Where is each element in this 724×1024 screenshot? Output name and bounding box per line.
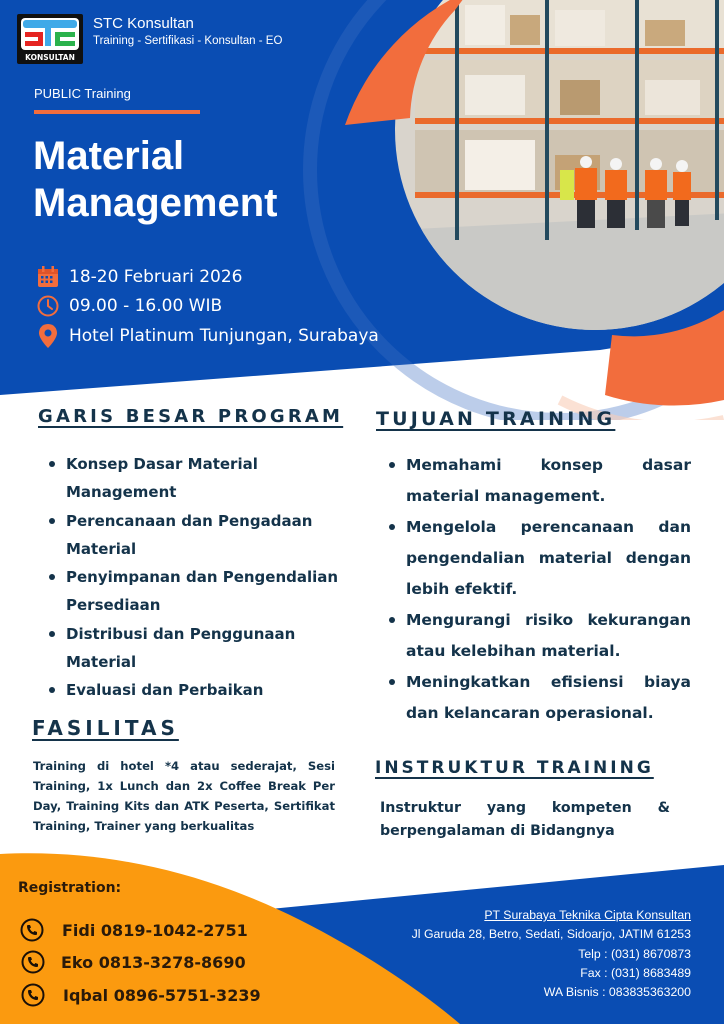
event-location-text: Hotel Platinum Tunjungan, Surabaya (69, 326, 379, 346)
list-item: Konsep Dasar Material Management (46, 450, 346, 507)
map-pin-icon (36, 324, 60, 348)
svg-text:KONSULTAN: KONSULTAN (25, 53, 75, 62)
kicker-underline (34, 110, 200, 114)
brand-name: STC Konsultan (93, 15, 194, 32)
event-time-text: 09.00 - 16.00 WIB (69, 296, 223, 316)
phone-icon (21, 950, 45, 974)
company-info (412, 906, 691, 1002)
phone-icon (20, 918, 44, 942)
company-fax: Fax : (031) 8683489 (580, 965, 691, 980)
list-item: Perencanaan dan Pengadaan Material (46, 507, 346, 564)
brand-tagline: Training - Sertifikasi - Konsultan - EO (93, 35, 283, 47)
title-line-1: Material (33, 134, 185, 178)
phone-icon (21, 983, 45, 1007)
facilities-text: Training di hotel *4 atau sederajat, Sesi Training, 1x Lunch dan 2x Coffee Break Per Day, Training Kits dan ATK Peserta, Sertifikat Training, Trainer yang berkualitas (33, 759, 335, 833)
company-name-link[interactable]: PT Surabaya Teknika Cipta Konsultan (484, 908, 691, 922)
company-telp: Telp : (031) 8670873 (578, 946, 691, 961)
registration-label: Registration: (18, 880, 122, 896)
contact-text: Eko 0813-3278-8690 (61, 952, 246, 972)
event-date-text: 18-20 Februari 2026 (69, 267, 243, 287)
contact-fidi[interactable] (20, 918, 248, 942)
objectives-list (386, 450, 691, 729)
contact-eko[interactable] (21, 950, 246, 974)
outline-list (46, 450, 346, 705)
page-title (33, 133, 278, 227)
list-item: Mengelola perencanaan dan pengendalian material dengan lebih efektif. (386, 512, 691, 605)
calendar-icon (36, 265, 60, 289)
title-line-2: Management (33, 181, 278, 225)
company-address: Jl Garuda 28, Betro, Sedati, Sidoarjo, JATIM 61253 (411, 927, 691, 942)
list-item: Penyimpanan dan Pengendalian Persediaan (46, 563, 346, 620)
event-time (36, 294, 222, 318)
event-location (36, 324, 379, 348)
outline-heading: GARIS BESAR PROGRAM (38, 406, 344, 427)
instructor-heading: INSTRUKTUR TRAINING (375, 758, 654, 778)
list-item: Meningkatkan efisiensi biaya dan kelancaran operasional. (386, 667, 691, 729)
list-item: Evaluasi dan Perbaikan (46, 676, 346, 704)
list-item: Distribusi dan Penggunaan Material (46, 620, 346, 677)
contact-text: Iqbal 0896-5751-3239 (63, 985, 261, 1005)
training-type-label: PUBLIC Training (34, 86, 131, 101)
instructor-text: Instruktur yang kompeten & berpengalaman di Bidangnya (380, 800, 670, 839)
list-item: Mengurangi risiko kekurangan atau kelebihan material. (386, 605, 691, 667)
objectives-heading: TUJUAN TRAINING (376, 408, 616, 430)
clock-icon (36, 294, 60, 318)
stc-logo (17, 14, 83, 64)
facilities-heading: FASILITAS (32, 716, 179, 740)
contact-iqbal[interactable] (21, 983, 261, 1007)
company-wa: WA Bisnis : 083835363200 (543, 985, 691, 1000)
list-item: Memahami konsep dasar material management. (386, 450, 691, 512)
contact-text: Fidi 0819-1042-2751 (62, 920, 248, 940)
event-date (36, 265, 242, 289)
